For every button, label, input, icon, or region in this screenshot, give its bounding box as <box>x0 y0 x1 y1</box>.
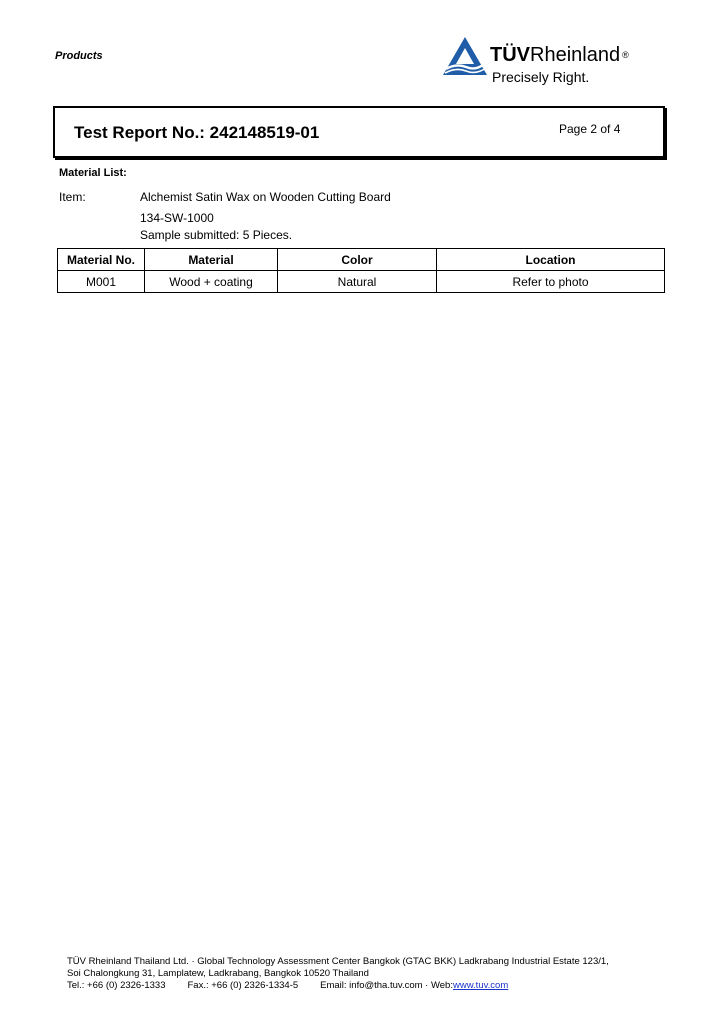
footer-web-link[interactable]: www.tuv.com <box>452 980 509 991</box>
col-material: Material <box>145 249 278 271</box>
footer <box>67 956 609 992</box>
item-sample-count: Sample submitted: 5 Pieces. <box>140 228 293 242</box>
brand-prefix: TÜV <box>490 44 530 66</box>
cell-color: Natural <box>278 271 437 293</box>
brand-name <box>490 44 629 66</box>
page-number: Page 2 of 4 <box>559 122 621 136</box>
item-model-number: 134-SW-1000 <box>140 211 214 225</box>
table-header-row <box>58 249 665 271</box>
section-label: Products <box>55 50 103 62</box>
footer-tel: Tel.: +66 (0) 2326-1333 <box>67 980 166 991</box>
registered-mark: ® <box>622 50 629 60</box>
brand-tagline: Precisely Right. <box>492 69 590 85</box>
col-material-no: Material No. <box>58 249 145 271</box>
material-list-heading: Material List: <box>59 167 127 179</box>
brand-suffix: Rheinland <box>530 44 621 66</box>
footer-fax: Fax.: +66 (0) 2326-1334-5 <box>187 980 299 991</box>
tuv-triangle-logo-icon <box>442 36 488 76</box>
item-description: Alchemist Satin Wax on Wooden Cutting Board <box>140 190 391 204</box>
material-table <box>57 248 665 293</box>
report-title: Test Report No.: 242148519-01 <box>74 123 320 142</box>
tuv-rheinland-logo <box>442 36 672 92</box>
footer-contact <box>67 980 609 992</box>
footer-line-1: TÜV Rheinland Thailand Ltd. · Global Technology Assessment Center Bangkok (GTAC BKK) Ladkrabang Industrial Estate 123/1, <box>67 956 609 967</box>
col-location: Location <box>437 249 665 271</box>
cell-location: Refer to photo <box>437 271 665 293</box>
footer-line-2: Soi Chalongkung 31, Lamplatew, Ladkrabang, Bangkok 10520 Thailand <box>67 968 369 979</box>
cell-material-no: M001 <box>58 271 145 293</box>
table-row <box>58 271 665 293</box>
cell-material: Wood + coating <box>145 271 278 293</box>
item-label: Item: <box>59 190 86 204</box>
col-color: Color <box>278 249 437 271</box>
report-title-box <box>53 106 665 158</box>
footer-email: Email: info@tha.tuv.com · Web: <box>320 980 453 991</box>
